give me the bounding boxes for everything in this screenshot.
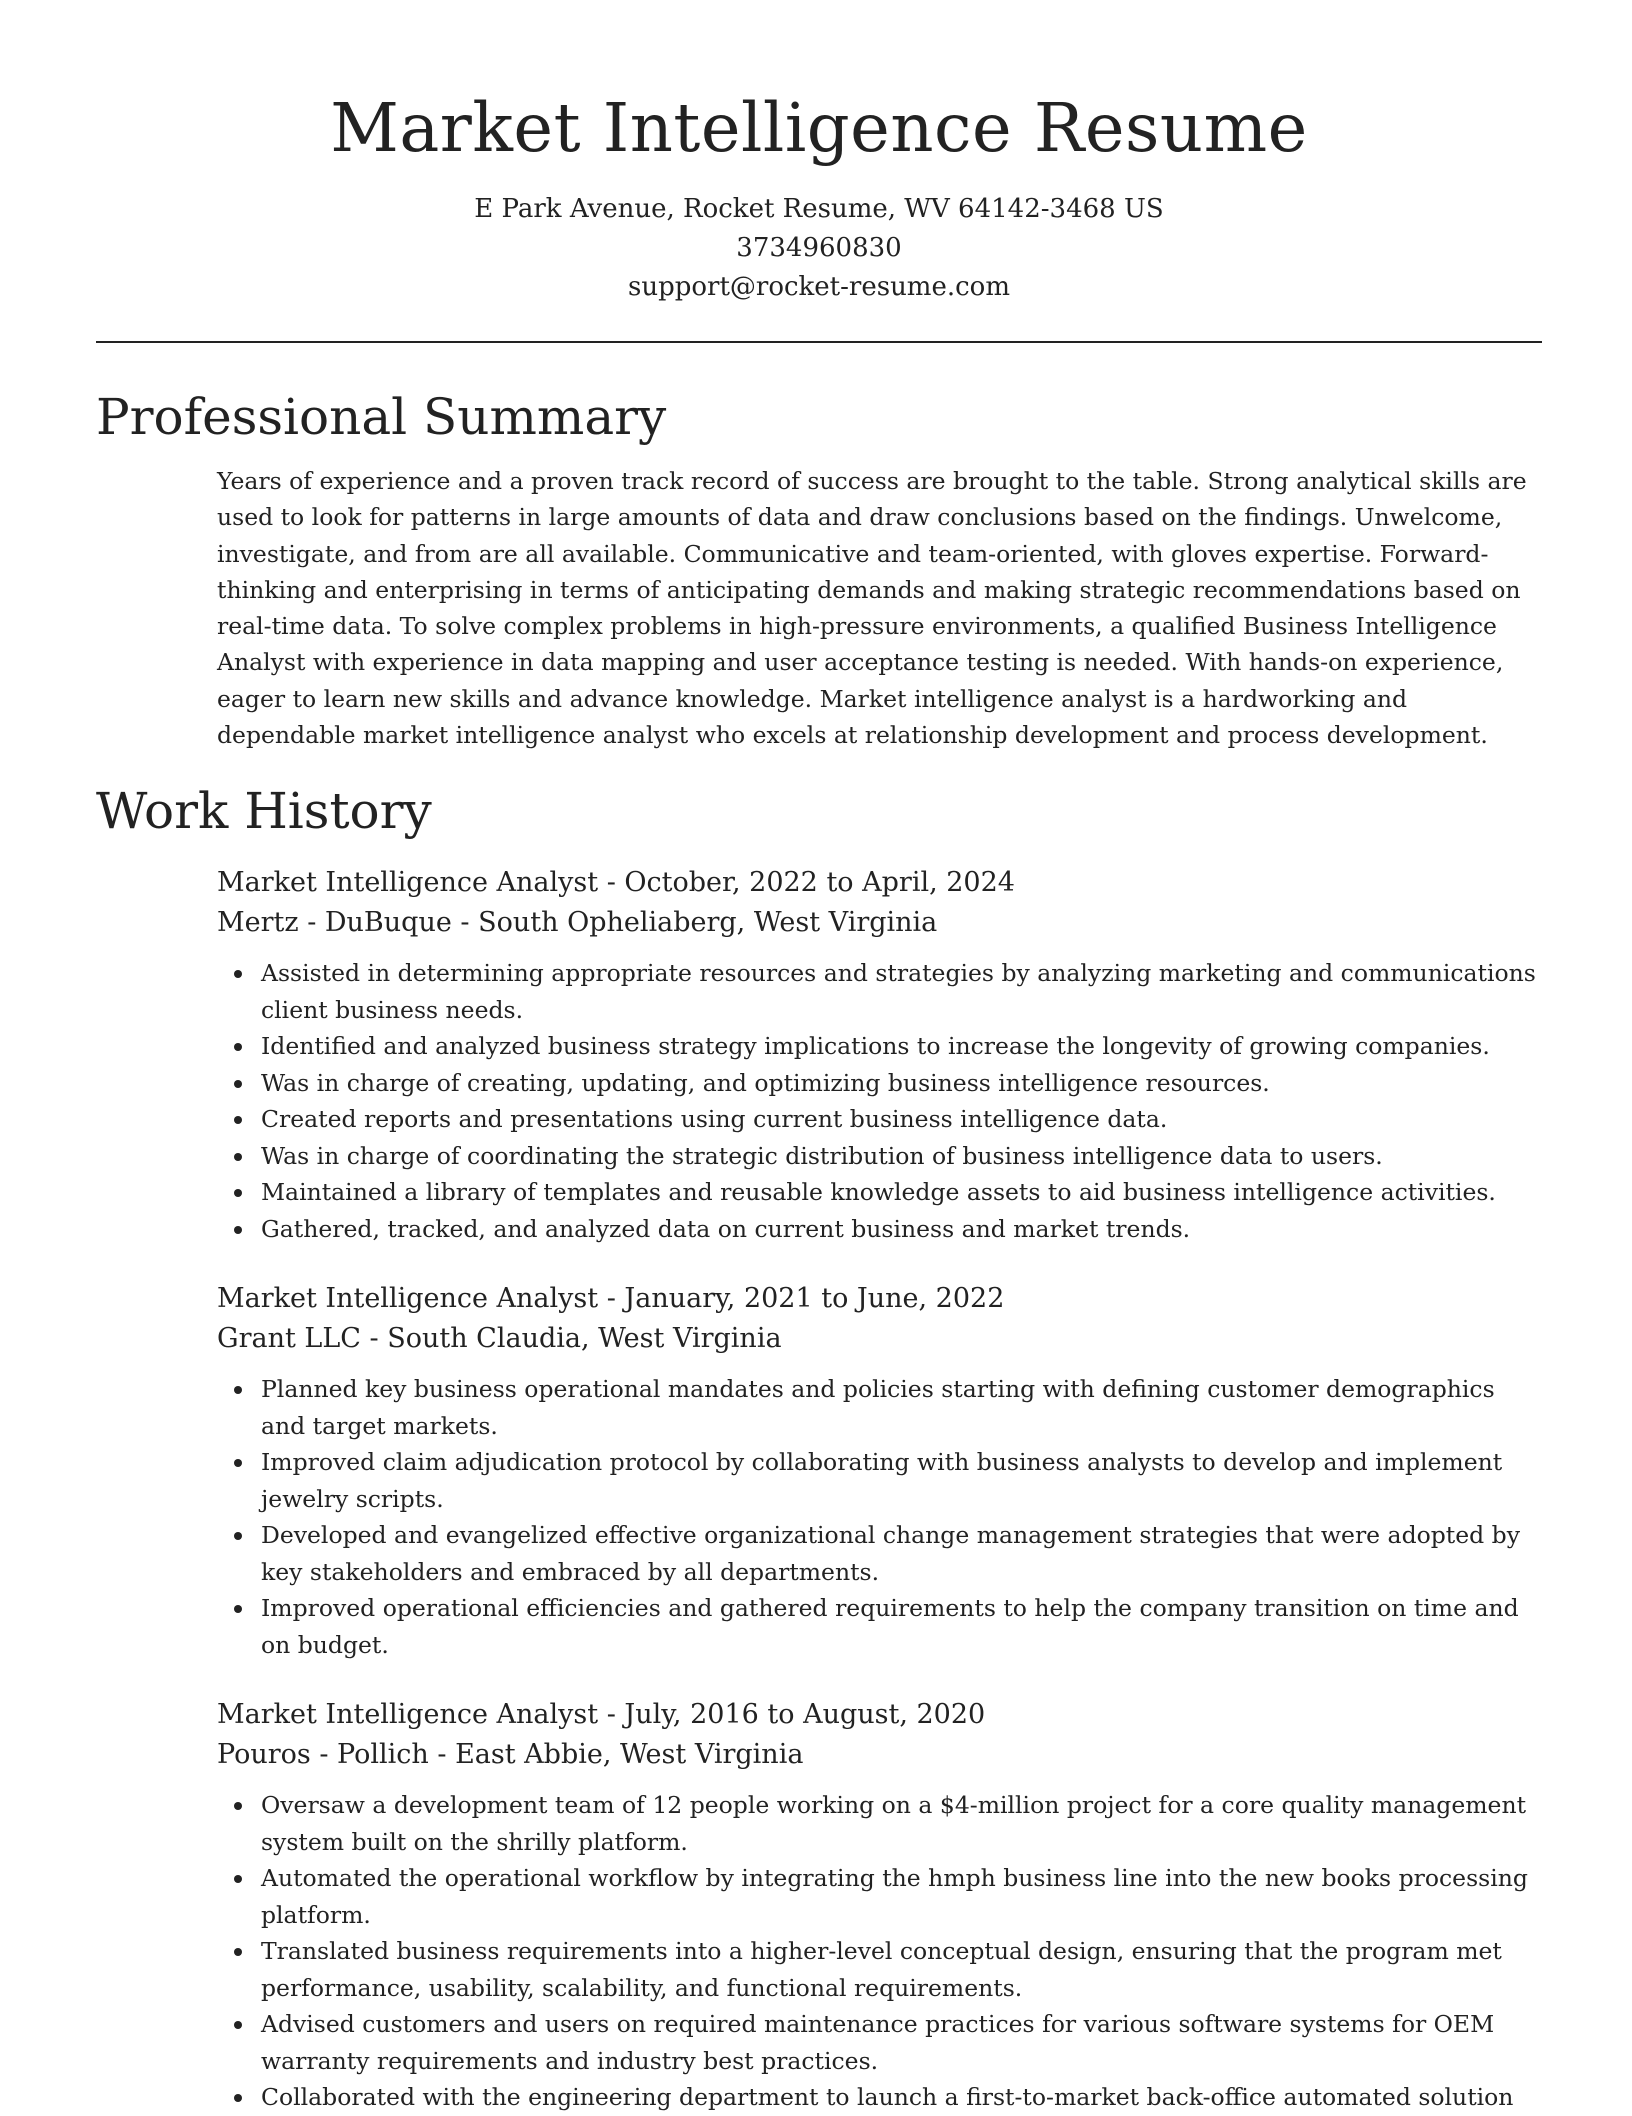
job-bullets [217, 955, 1542, 1247]
summary-text: Years of experience and a proven track record of success are brought to the table. Strong analytical skills are used to look for patterns in large amounts of data and draw conclusions based on the findings. Unwelcome, investigate, and from are all available. Communicative and team-oriented, with gloves expertise. Forward-thinking and enterprising in terms of anticipating demands and making strategic recommendations based on real-time data. To solve complex problems in high-pressure environments, a qualified Business Intelligence Analyst with experience in data mapping and user acceptance testing is needed. With hands-on experience, eager to learn new skills and advance knowledge. Market intelligence analyst is a hardworking and dependable market intelligence analyst who excels at relationship development and process development. [217, 467, 1527, 750]
job-bullet: Improved claim adjudication protocol by collaborating with business analysts to develop and implement jewelry scripts. [217, 1444, 1542, 1517]
job-bullet: Identified and analyzed business strategy implications to increase the longevity of growing companies. [217, 1028, 1542, 1065]
job-bullet: Collaborated with the engineering department to launch a first-to-market back-office automated solution [217, 2079, 1542, 2116]
job-bullet: Automated the operational workflow by integrating the hmph business line into the new books processing platform. [217, 1860, 1542, 1933]
summary-heading: Professional Summary [96, 388, 667, 446]
job-title: Market Intelligence Analyst [217, 1283, 599, 1315]
contact-phone: 3734960830 [736, 233, 902, 263]
job-entry [217, 1695, 1542, 2116]
job-bullet: Created reports and presentations using current business intelligence data. [217, 1101, 1542, 1138]
job-company: Grant LLC [217, 1323, 361, 1355]
job-bullet: Was in charge of coordinating the strategic distribution of business intelligence data to users. [217, 1138, 1542, 1175]
job-bullets [217, 1787, 1542, 2116]
job-title: Market Intelligence Analyst [217, 867, 599, 899]
job-location: - South Opheliaberg, West Virginia [451, 907, 938, 939]
job-bullet: Assisted in determining appropriate resources and strategies by analyzing marketing and communications client business needs. [217, 955, 1542, 1028]
job-title-line [217, 863, 1542, 903]
job-location: - East Abbie, West Virginia [428, 1739, 804, 1771]
job-bullet: Translated business requirements into a higher-level conceptual design, ensuring that the program met performance, usability, scalability, and functional requirements. [217, 1933, 1542, 2006]
job-bullet: Advised customers and users on required maintenance practices for various software systems for OEM warranty requirements and industry best practices. [217, 2006, 1542, 2079]
job-bullet: Developed and evangelized effective organizational change management strategies that were adopted by key stakeholders and embraced by all departments. [217, 1517, 1542, 1590]
job-bullet: Gathered, tracked, and analyzed data on current business and market trends. [217, 1211, 1542, 1248]
job-bullet: Improved operational efficiencies and gathered requirements to help the company transition on time and on budget. [217, 1590, 1542, 1663]
work-history-list [217, 863, 1542, 2116]
job-company-line [217, 1735, 1542, 1775]
job-bullet: Planned key business operational mandates and policies starting with defining customer demographics and target markets. [217, 1371, 1542, 1444]
job-company: Pouros - Pollich [217, 1739, 429, 1771]
job-dates: - January, 2021 to June, 2022 [598, 1283, 1005, 1315]
job-entry [217, 863, 1542, 1247]
job-title-line [217, 1279, 1542, 1319]
job-company-line [217, 1319, 1542, 1359]
job-title: Market Intelligence Analyst [217, 1699, 599, 1731]
job-bullet: Maintained a library of templates and reusable knowledge assets to aid business intelligence activities. [217, 1174, 1542, 1211]
job-entry [217, 1279, 1542, 1663]
job-dates: - October, 2022 to April, 2024 [598, 867, 1015, 899]
job-bullet: Oversaw a development team of 12 people working on a $4-million project for a core quality management system built on the shrilly platform. [217, 1787, 1542, 1860]
header-divider [96, 341, 1542, 343]
job-company: Mertz - DuBuque [217, 907, 452, 939]
job-dates: - July, 2016 to August, 2020 [598, 1699, 986, 1731]
work-history-heading: Work History [96, 782, 432, 841]
job-bullet: Was in charge of creating, updating, and optimizing business intelligence resources. [217, 1065, 1542, 1102]
job-bullets [217, 1371, 1542, 1663]
job-company-line [217, 903, 1542, 943]
job-location: - South Claudia, West Virginia [360, 1323, 782, 1355]
contact-email: support@rocket-resume.com [627, 272, 1010, 302]
resume-title: Market Intelligence Resume [330, 89, 1308, 167]
resume-page [96, 0, 1542, 2116]
contact-block [96, 190, 1542, 307]
resume-header [96, 0, 1542, 307]
contact-address: E Park Avenue, Rocket Resume, WV 64142-3468 US [474, 194, 1164, 224]
job-title-line [217, 1695, 1542, 1735]
